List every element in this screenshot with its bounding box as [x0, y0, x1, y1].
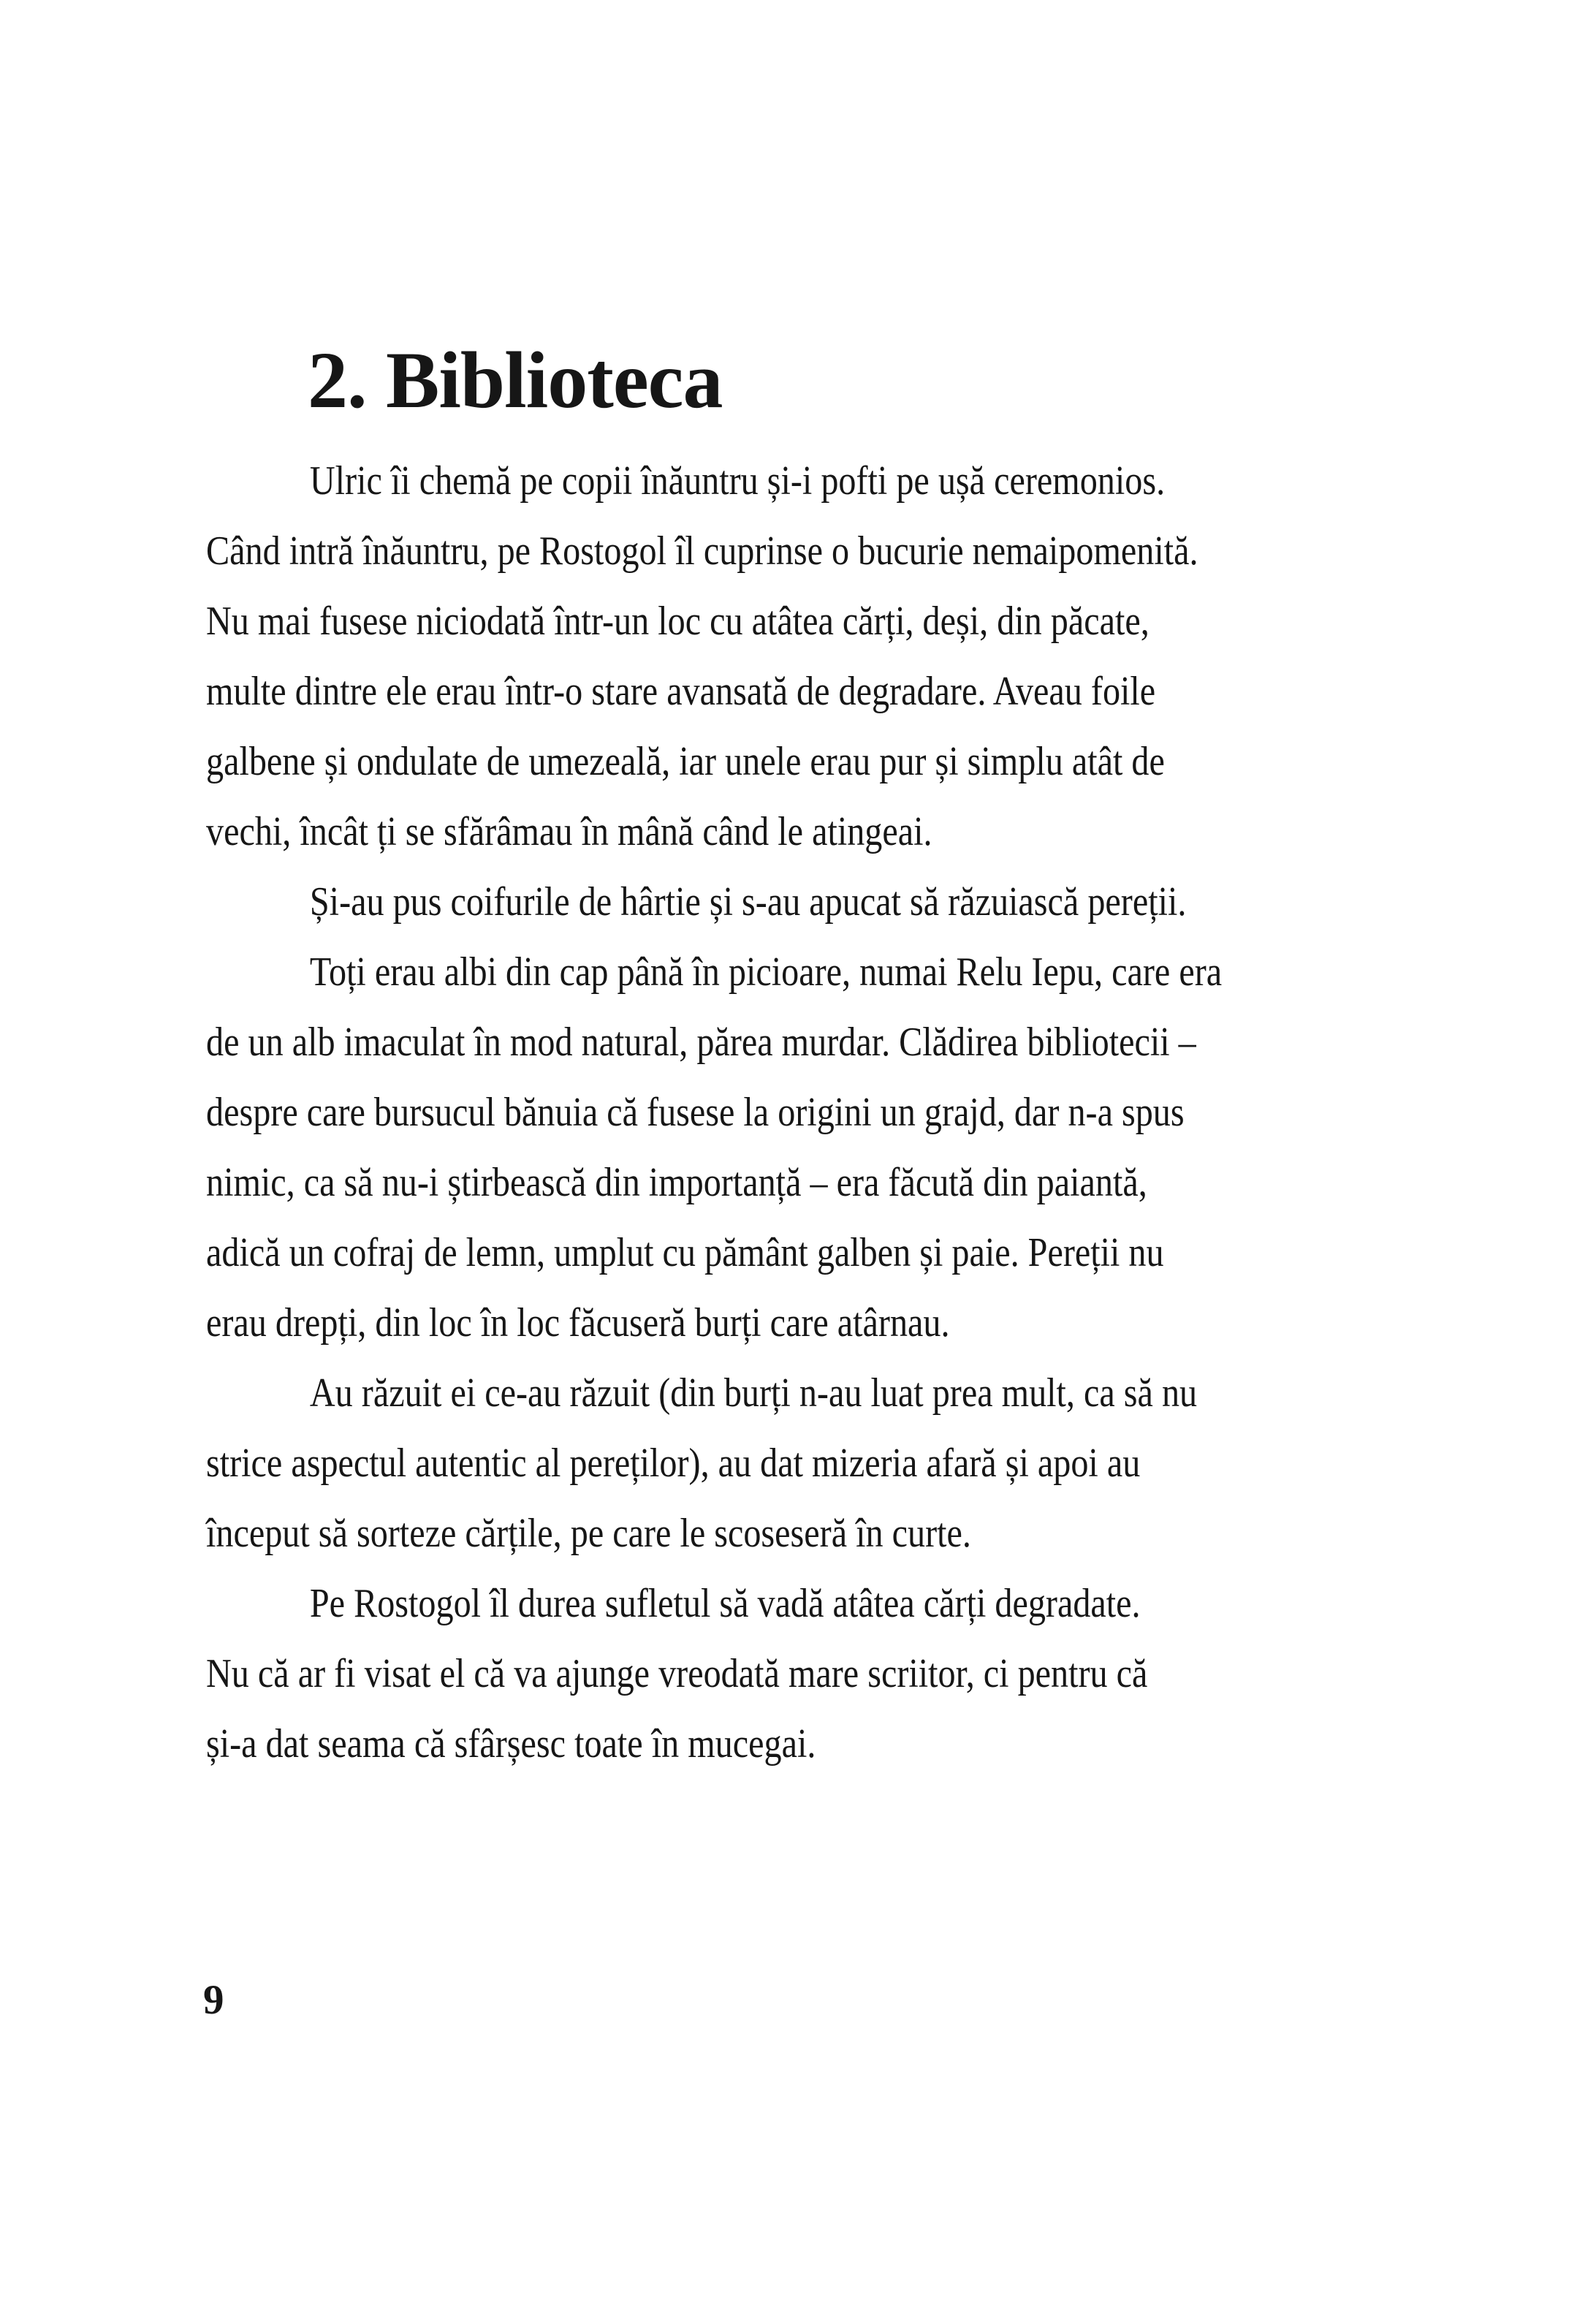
text-line: Au răzuit ei ce-au răzuit (din burți n-au luat prea mult, ca să nu [309, 1370, 1198, 1416]
text-line: și-a dat seama că sfârșesc toate în mucegai. [206, 1721, 816, 1767]
text-line: Când intră înăuntru, pe Rostogol îl cuprinse o bucurie nemaipomenită. [206, 528, 1198, 574]
paragraph [206, 446, 1463, 867]
text-line: Toți erau albi din cap până în picioare, numai Relu Iepu, care era [309, 949, 1223, 995]
paragraph [206, 1358, 1463, 1568]
text-line: strice aspectul autentic al pereților), au dat mizeria afară și apoi au [206, 1441, 1141, 1486]
text-line: Nu că ar fi visat el că va ajunge vreodată mare scriitor, ci pentru că [206, 1651, 1148, 1696]
chapter-title: 2. Biblioteca [308, 335, 723, 425]
text-line: erau drepți, din loc în loc făcuseră burți care atârnau. [206, 1300, 950, 1346]
text-line: nimic, ca să nu-i știrbească din importanță – era făcută din paiantă, [206, 1160, 1147, 1205]
text-line: Pe Rostogol îl durea sufletul să vadă atâtea cărți degradate. [309, 1581, 1141, 1626]
text-line: vechi, încât ți se sfărâmau în mână când le atingeai. [206, 809, 932, 854]
body-text [206, 446, 1463, 1779]
paragraph [206, 1568, 1463, 1779]
page-number: 9 [203, 1977, 224, 2023]
text-line: Nu mai fusese niciodată într-un loc cu atâtea cărți, deși, din păcate, [206, 599, 1150, 644]
text-line: despre care bursucul bănuia că fusese la origini un grajd, dar n-a spus [206, 1090, 1185, 1135]
text-line: început să sorteze cărțile, pe care le scoseseră în curte. [206, 1511, 971, 1556]
paragraph [206, 937, 1463, 1358]
paragraph [206, 867, 1463, 937]
text-line: galbene și ondulate de umezeală, iar unele erau pur și simplu atât de [206, 739, 1165, 784]
text-line: de un alb imaculat în mod natural, părea murdar. Clădirea bibliotecii – [206, 1020, 1196, 1065]
text-line: adică un cofraj de lemn, umplut cu pământ galben și paie. Pereții nu [206, 1230, 1164, 1275]
text-line: Ulric îi chemă pe copii înăuntru și-i pofti pe ușă ceremonios. [309, 458, 1166, 504]
text-line: multe dintre ele erau într-o stare avansată de degradare. Aveau foile [206, 669, 1156, 714]
text-line: Și-au pus coifurile de hârtie și s-au apucat să răzuiască pereții. [309, 879, 1187, 925]
